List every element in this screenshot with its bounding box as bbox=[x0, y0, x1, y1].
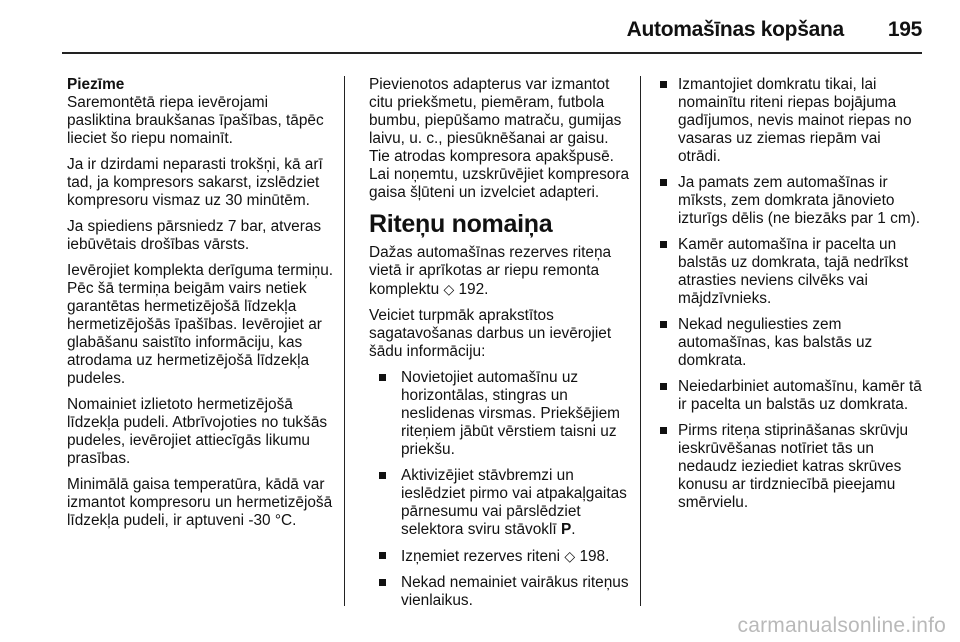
paragraph: Nomainiet izlietoto hermetizējošā līdzekļa pudeli. Atbrīvojoties no tukšās pudeles, ievērojiet attiecīgās likumu prasības. bbox=[67, 396, 328, 467]
page-number: 195 bbox=[887, 18, 922, 41]
list-item: Izņemiet rezerves riteni ◇ 198. bbox=[377, 547, 631, 566]
page-ref-icon: ◇ bbox=[564, 548, 576, 564]
list-item: Nekad neguliesties zem automašīnas, kas balstās uz domkrata. bbox=[658, 316, 926, 370]
list-item: Ja pamats zem automašīnas ir mīksts, zem domkrata jānovieto izturīgs dēlis (ne biezāks par 1 cm). bbox=[658, 174, 926, 228]
paragraph: Minimālā gaisa temperatūra, kādā var izmantot kompresoru un hermetizējošā līdzekļa pudeli, ir aptuveni -30 °C. bbox=[67, 476, 333, 529]
square-bullet-icon bbox=[379, 579, 386, 586]
watermark: carmanualsonline.info bbox=[737, 614, 946, 637]
list-item: Neiedarbiniet automašīnu, kamēr tā ir pacelta un balstās uz domkrata. bbox=[658, 378, 926, 414]
paragraph: Pievienotos adapterus var izmantot citu priekšmetu, piemēram, futbola bumbu, piepūšamo matraču, gumijas laivu, u. c., piesūknēšanai ar gaisu. Tie atrodas kompresora apakšpusē. Lai noņemtu, uzskrūvējiet kompresora gaisa šļūteni un izvelciet adapteri. bbox=[369, 76, 630, 201]
column-2 bbox=[369, 76, 631, 618]
note-text: Saremontētā riepa ievērojami pasliktina braukšanas īpašības, tāpēc lieciet šo riepu nomainīt. bbox=[67, 94, 324, 147]
column-3 bbox=[658, 76, 926, 520]
page-ref-link[interactable]: 192. bbox=[458, 281, 489, 298]
paragraph: Ja spiediens pārsniedz 7 bar, atveras iebūvētais drošības vārsts. bbox=[67, 218, 322, 253]
square-bullet-icon bbox=[379, 552, 386, 559]
column-divider-1 bbox=[344, 76, 345, 606]
section-heading: Riteņu nomaiņa bbox=[369, 210, 553, 238]
page-ref-icon: ◇ bbox=[443, 281, 455, 297]
square-bullet-icon bbox=[379, 374, 386, 381]
page-ref-link[interactable]: 198. bbox=[579, 548, 610, 565]
list-item: Novietojiet automašīnu uz horizontālas, stingras un neslidenas virsmas. Priekšējiem riteņiem jābūt vērstiem taisni uz priekšu. bbox=[377, 369, 631, 459]
bullet-list bbox=[658, 76, 926, 512]
page-title: Automašīnas kopšana bbox=[626, 18, 844, 41]
paragraph: Dažas automašīnas rezerves riteņa vietā ir aprīkotas ar riepu remonta komplektu ◇ 192. bbox=[369, 244, 612, 298]
square-bullet-icon bbox=[660, 179, 667, 186]
paragraph: Veiciet turpmāk aprakstītos sagatavošanas darbus un ievērojiet šādu informāciju: bbox=[369, 307, 612, 360]
square-bullet-icon bbox=[660, 321, 667, 328]
list-item: Izmantojiet domkratu tikai, lai nomainītu riteni riepas bojājuma gadījumos, nevis mainot riepas no vasaras uz ziemas riepām vai otrādi. bbox=[658, 76, 926, 166]
square-bullet-icon bbox=[660, 383, 667, 390]
column-1 bbox=[67, 76, 335, 538]
header-rule bbox=[62, 52, 922, 54]
square-bullet-icon bbox=[660, 427, 667, 434]
square-bullet-icon bbox=[379, 472, 386, 479]
list-item: Kamēr automašīna ir pacelta un balstās uz domkrata, tajā nedrīkst atrasties neviens cilvēks vai mājdzīvnieks. bbox=[658, 236, 926, 308]
list-item: Pirms riteņa stiprināšanas skrūvju ieskrūvēšanas notīriet tās un nedaudz ieziediet katras skrūves konusu ar tirdzniecībā pieejamu smērvielu. bbox=[658, 422, 926, 512]
column-divider-2 bbox=[640, 76, 641, 606]
list-item: Aktivizējiet stāvbremzi un ieslēdziet pirmo vai atpakaļgaitas pārnesumu vai pārslēdziet selektora sviru stāvoklī P. bbox=[377, 467, 631, 539]
list-item: Nekad nemainiet vairākus riteņus vienlaikus. bbox=[377, 574, 631, 610]
paragraph: Ievērojiet komplekta derīguma termiņu. Pēc šā termiņa beigām vairs netiek garantētas hermetizējošā līdzekļa hermetizējošās īpašības. Ievērojiet ar glabāšanu saistīto informāciju, kas atrodama uz hermetizējošā līdzekļa pudeles. bbox=[67, 262, 334, 387]
page-header bbox=[627, 18, 922, 42]
square-bullet-icon bbox=[660, 81, 667, 88]
bullet-list bbox=[369, 369, 631, 610]
square-bullet-icon bbox=[660, 241, 667, 248]
note-title: Piezīme bbox=[67, 76, 125, 93]
paragraph: Ja ir dzirdami neparasti trokšņi, kā arī tad, ja kompresors sakarst, izslēdziet kompresoru vismaz uz 30 minūtēm. bbox=[67, 156, 323, 209]
